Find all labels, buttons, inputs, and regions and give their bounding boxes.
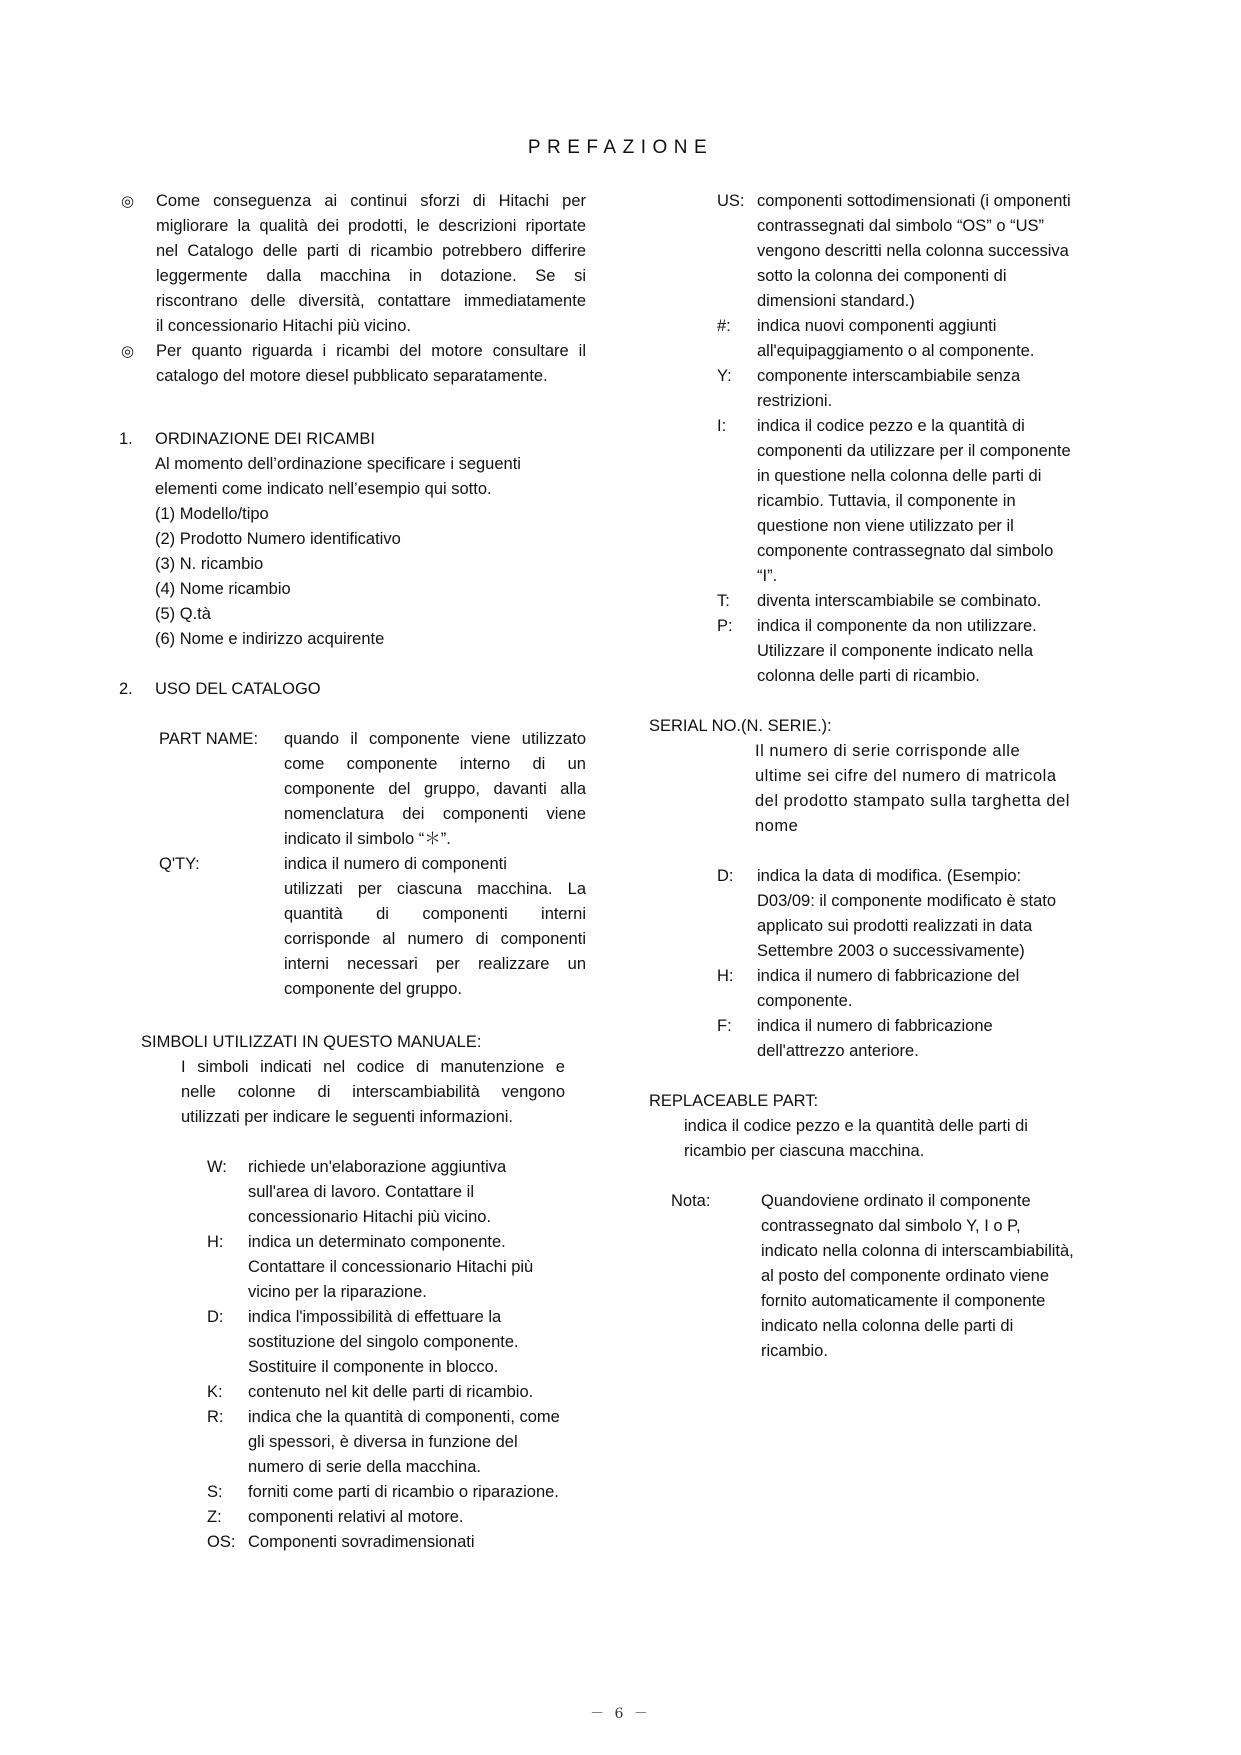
symbol-key: H: xyxy=(717,967,734,985)
symbol-key: W: xyxy=(207,1158,227,1176)
symbol-key: H: xyxy=(207,1233,224,1251)
text-line: questione non viene utilizzato per il xyxy=(757,517,1014,535)
section-heading: ORDINAZIONE DEI RICAMBI xyxy=(155,430,376,448)
text-line: numero di serie della macchina. xyxy=(248,1458,481,1476)
text-line: vengono descritti nella colonna successiva xyxy=(757,242,1069,260)
part-name-text xyxy=(284,727,586,852)
text-line: forniti come parti di ricambio o riparazione. xyxy=(248,1483,559,1501)
qty-text xyxy=(284,852,586,1002)
text-line: in questione nella colonna delle parti di xyxy=(757,467,1042,485)
text-line: Il numero di serie corrisponde alle xyxy=(755,742,1021,760)
text-line: come componente interno di un xyxy=(284,755,586,773)
list-item: (2) Prodotto Numero identificativo xyxy=(155,530,401,548)
text-line: Quandoviene ordinato il componente xyxy=(761,1192,1031,1210)
text-line: dell'attrezzo anteriore. xyxy=(757,1042,919,1060)
text-line: indica il componente da non utilizzare. xyxy=(757,617,1037,635)
text-line: il concessionario Hitachi più vicino. xyxy=(156,317,411,335)
symbol-key: R: xyxy=(207,1408,224,1426)
list-item: (4) Nome ricambio xyxy=(155,580,291,598)
text-line: ricambio per ciascuna macchina. xyxy=(684,1142,925,1160)
text-line: componente del gruppo, davanti alla xyxy=(284,780,586,798)
page-title: PREFAZIONE xyxy=(527,137,714,158)
text-line: Settembre 2003 o successivamente) xyxy=(757,942,1025,960)
nota-label: Nota: xyxy=(671,1192,711,1210)
text-line: “I”. xyxy=(757,567,778,585)
text-line: indica nuovi componenti aggiunti xyxy=(757,317,997,335)
serial-heading: SERIAL NO.(N. SERIE.): xyxy=(649,717,832,735)
text-line: sotto la colonna dei componenti di xyxy=(757,267,1007,285)
text-line: corrisponde al numero di componenti xyxy=(284,930,586,948)
text-line: D03/09: il componente modificato è stato xyxy=(757,892,1057,910)
text-line: indica il codice pezzo e la quantità delle parti di xyxy=(684,1117,1028,1135)
text-line: colonna delle parti di ricambio. xyxy=(757,667,980,685)
page-number: － 6 － xyxy=(590,1706,651,1722)
text-line: vicino per la riparazione. xyxy=(248,1283,427,1301)
nota-text xyxy=(761,1189,1074,1364)
text-line: nel Catalogo delle parti di ricambio potrebbero differire xyxy=(156,242,586,260)
text-line: nelle colonne di interscambiabilità vengono xyxy=(181,1083,565,1101)
text-line: componenti relativi al motore. xyxy=(248,1508,464,1526)
bullet-icon: ◎ xyxy=(121,193,135,210)
list-item: (5) Q.tà xyxy=(155,605,211,623)
text-line: del prodotto stampato sulla targhetta del xyxy=(755,792,1070,810)
text-line: Utilizzare il componente indicato nella xyxy=(757,642,1034,660)
symbol-key: #: xyxy=(717,317,731,335)
section-heading: USO DEL CATALOGO xyxy=(155,680,321,698)
text-line: concessionario Hitachi più vicino. xyxy=(248,1208,492,1226)
text-line: I simboli indicati nel codice di manutenzione e xyxy=(181,1058,565,1076)
text-line: indica il numero di fabbricazione del xyxy=(757,967,1020,985)
text-line: al posto del componente ordinato viene xyxy=(761,1267,1050,1285)
text-line: quantità di componenti interni xyxy=(284,905,586,923)
text-line: indica un determinato componente. xyxy=(248,1233,506,1251)
text-line: Contattare il concessionario Hitachi più xyxy=(248,1258,534,1276)
text-line: componente del gruppo. xyxy=(284,980,462,998)
text-line: contrassegnato dal simbolo Y, I o P, xyxy=(761,1217,1021,1235)
text-line: indica il numero di componenti xyxy=(284,855,507,873)
text-line: Per quanto riguarda i ricambi del motore consultare il xyxy=(156,342,586,360)
text-line: quando il componente viene utilizzato xyxy=(284,730,586,748)
list-item: (3) N. ricambio xyxy=(155,555,264,573)
list-item: (6) Nome e indirizzo acquirente xyxy=(155,630,385,648)
text-line: all'equipaggiamento o al componente. xyxy=(757,342,1035,360)
text-line: indica l'impossibilità di effettuare la xyxy=(248,1308,502,1326)
text-line: Componenti sovradimensionati xyxy=(248,1533,475,1551)
text-line: ricambio. xyxy=(761,1342,828,1360)
text-line: utilizzati per indicare le seguenti informazioni. xyxy=(181,1108,513,1126)
intro-bullet-1 xyxy=(156,189,586,339)
text-line: migliorare la qualità dei prodotti, le descrizioni riportate xyxy=(156,217,586,235)
text-line: riscontrano delle diversità, contattare immediatamente xyxy=(156,292,586,310)
text-line: utilizzati per ciascuna macchina. La xyxy=(284,880,586,898)
text-line: componenti da utilizzare per il componente xyxy=(757,442,1071,460)
text-line: sostituzione del singolo componente. xyxy=(248,1333,519,1351)
text-line: fornito automaticamente il componente xyxy=(761,1292,1046,1310)
qty-label: Q'TY: xyxy=(159,855,200,873)
symbol-key: S: xyxy=(207,1483,223,1501)
symbol-key: I: xyxy=(717,417,727,435)
symbol-descriptions xyxy=(248,1155,560,1555)
text-line: ultime sei cifre del numero di matricola xyxy=(755,767,1057,785)
text-line: Sostituire il componente in blocco. xyxy=(248,1358,499,1376)
text-line: restrizioni. xyxy=(757,392,833,410)
text-line: componente interscambiabile senza xyxy=(757,367,1021,385)
text-line: catalogo del motore diesel pubblicato separatamente. xyxy=(156,367,548,385)
symbols-heading: SIMBOLI UTILIZZATI IN QUESTO MANUALE: xyxy=(141,1033,482,1051)
text-line: richiede un'elaborazione aggiuntiva xyxy=(248,1158,507,1176)
symbol-key: T: xyxy=(717,592,730,610)
intro-bullet-2 xyxy=(156,339,586,389)
text-line: nomenclatura dei componenti viene xyxy=(284,805,586,823)
right-symbol-descriptions xyxy=(757,189,1071,689)
symbol-key: Y: xyxy=(717,367,732,385)
symbol-keys xyxy=(207,1155,235,1555)
text-line: indica la data di modifica. (Esempio: xyxy=(757,867,1022,885)
text-line: applicato sui prodotti realizzati in data xyxy=(757,917,1033,935)
symbols-intro xyxy=(181,1055,565,1130)
symbol-key: F: xyxy=(717,1017,732,1035)
text-line: leggermente dalla macchina in dotazione. Se si xyxy=(156,267,586,285)
symbol-key: D: xyxy=(717,867,734,885)
text-line: nome xyxy=(755,817,799,835)
serial-text xyxy=(755,739,1070,839)
symbol-key: Z: xyxy=(207,1508,222,1526)
text-line: indicato nella colonna di interscambiabilità, xyxy=(761,1242,1074,1260)
symbol-key: OS: xyxy=(207,1533,236,1551)
text-line: indicato il simbolo “＊”. xyxy=(284,830,451,848)
symbol-key: D: xyxy=(207,1308,224,1326)
section-number: 2. xyxy=(119,680,133,698)
text-line: Come conseguenza ai continui sforzi di Hitachi per xyxy=(156,192,586,210)
list-item: (1) Modello/tipo xyxy=(155,505,269,523)
text-line: componenti sottodimensionati (i omponenti xyxy=(757,192,1071,210)
text-line: dimensioni standard.) xyxy=(757,292,915,310)
text-line: indicato nella colonna delle parti di xyxy=(761,1317,1014,1335)
right-symbol-keys xyxy=(717,189,745,639)
replaceable-heading: REPLACEABLE PART: xyxy=(649,1092,819,1110)
section-number: 1. xyxy=(119,430,133,448)
text-line: indica il codice pezzo e la quantità di xyxy=(757,417,1025,435)
replaceable-text xyxy=(684,1114,1028,1164)
text-line: diventa interscambiabile se combinato. xyxy=(757,592,1042,610)
text-line: Al momento dell’ordinazione specificare i seguenti xyxy=(155,455,521,473)
bullet-icon: ◎ xyxy=(121,343,135,360)
text-line: contenuto nel kit delle parti di ricambio. xyxy=(248,1383,534,1401)
text-line: indica che la quantità di componenti, come xyxy=(248,1408,560,1426)
text-line: contrassegnati dal simbolo “OS” o “US” xyxy=(757,217,1045,235)
text-line: componente. xyxy=(757,992,853,1010)
text-line: gli spessori, è diversa in funzione del xyxy=(248,1433,518,1451)
text-line: ricambio. Tuttavia, il componente in xyxy=(757,492,1016,510)
serial-symbol-keys xyxy=(717,864,734,1039)
text-line: sull'area di lavoro. Contattare il xyxy=(248,1183,475,1201)
text-line: componente contrassegnato dal simbolo xyxy=(757,542,1054,560)
text-line: indica il numero di fabbricazione xyxy=(757,1017,993,1035)
symbol-key: P: xyxy=(717,617,733,635)
text-line: elementi come indicato nell’esempio qui sotto. xyxy=(155,480,492,498)
part-name-label: PART NAME: xyxy=(159,730,259,748)
text-line: interni necessari per realizzare un xyxy=(284,955,586,973)
symbol-key: K: xyxy=(207,1383,223,1401)
serial-symbol-descriptions xyxy=(757,864,1056,1064)
symbol-key: US: xyxy=(717,192,745,210)
section1-text xyxy=(155,452,521,652)
